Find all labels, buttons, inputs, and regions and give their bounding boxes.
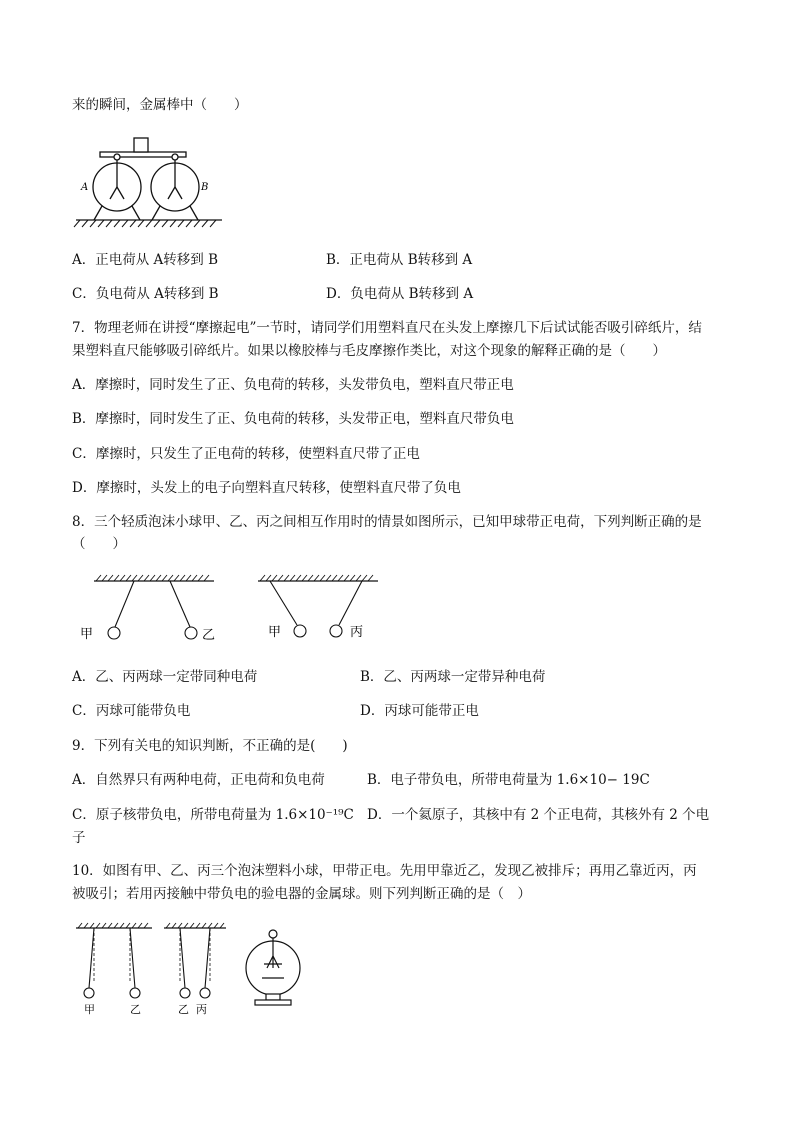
q7-option-c: C．摩擦时，只发生了正电荷的转移，使塑料直尺带了正电 — [72, 446, 420, 462]
balls-and-electroscope-figure — [72, 920, 312, 1016]
q9-option-d: D．一个氦原子，其核中有 2 个正电荷，其核外有 2 个电 — [367, 807, 710, 823]
q7-option-a: A．摩擦时，同时发生了正、负电荷的转移，头发带负电，塑料直尺带正电 — [72, 377, 514, 393]
q9-option-c: C．原子核带负电，所带电荷量为 1.6×10⁻¹⁹C — [72, 807, 354, 823]
electroscope-pair-figure — [72, 132, 232, 230]
q7-option-d: D．摩擦时，头发上的电子向塑料直尺转移，使塑料直尺带了负电 — [72, 480, 461, 496]
question-10-line-1: 10．如图有甲、乙、丙三个泡沫塑料小球，甲带正电。先用甲靠近乙，发现乙被排斥；再用乙靠近丙，丙 — [72, 863, 697, 879]
question-8-line-1: 8．三个轻质泡沫小球甲、乙、丙之间相互作用时的情景如图所示，已知甲球带正电荷，下列判断正确的是 — [72, 514, 702, 530]
q9-option-d-wrap: 子 — [72, 830, 86, 846]
label-jia-left: 甲 — [80, 627, 94, 642]
label-jia-right: 甲 — [268, 625, 282, 640]
q8-option-d: D．丙球可能带正电 — [360, 703, 479, 719]
q7-option-b: B．摩擦时，同时发生了正、负电荷的转移，头发带正电，塑料直尺带负电 — [72, 411, 514, 427]
question-8-line-2: （ ） — [72, 536, 126, 552]
label-yi: 乙 — [202, 628, 216, 643]
label-b: B — [201, 182, 209, 193]
q8-option-a: A．乙、丙两球一定带同种电荷 — [72, 669, 258, 685]
question-9-line-1: 9．下列有关电的知识判断，不正确的是( ) — [72, 738, 348, 754]
q8-option-b: B．乙、丙两球一定带异种电荷 — [360, 669, 546, 685]
label-bing: 丙 — [350, 625, 364, 640]
q9-option-a: A．自然界只有两种电荷，正电荷和负电荷 — [72, 772, 325, 788]
label-yi-2: 乙 — [178, 1003, 189, 1016]
question-7-line-1: 7．物理老师在讲授“摩擦起电”一节时，请同学们用塑料直尺在头发上摩擦几下后试试能否吸引碎纸片，结 — [72, 320, 702, 336]
label-bing: 丙 — [196, 1003, 207, 1016]
label-a: A — [81, 182, 89, 193]
question-7-line-2: 果塑料直尺能够吸引碎纸片。如果以橡胶棒与毛皮摩擦作类比，对这个现象的解释正确的是（ ） — [72, 343, 666, 359]
q6-option-c: C．负电荷从 A转移到 B — [72, 286, 219, 302]
q9-option-b: B．电子带负电，所带电荷量为 1.6×10− 19C — [367, 772, 650, 788]
label-yi-1: 乙 — [130, 1003, 141, 1016]
q8-option-c: C．丙球可能带负电 — [72, 703, 191, 719]
question-10-line-2: 被吸引；若用丙接触中带负电的验电器的金属球。则下列判断正确的是（ ） — [72, 886, 531, 902]
q6-option-d: D．负电荷从 B转移到 A — [326, 286, 474, 302]
q6-option-a: A．正电荷从 A转移到 B — [72, 252, 219, 268]
hanging-balls-figure — [76, 572, 386, 648]
question-6-tail: 来的瞬间，金属棒中（ ） — [72, 97, 248, 113]
q6-option-b: B．正电荷从 B转移到 A — [326, 252, 473, 268]
label-jia: 甲 — [84, 1003, 95, 1016]
